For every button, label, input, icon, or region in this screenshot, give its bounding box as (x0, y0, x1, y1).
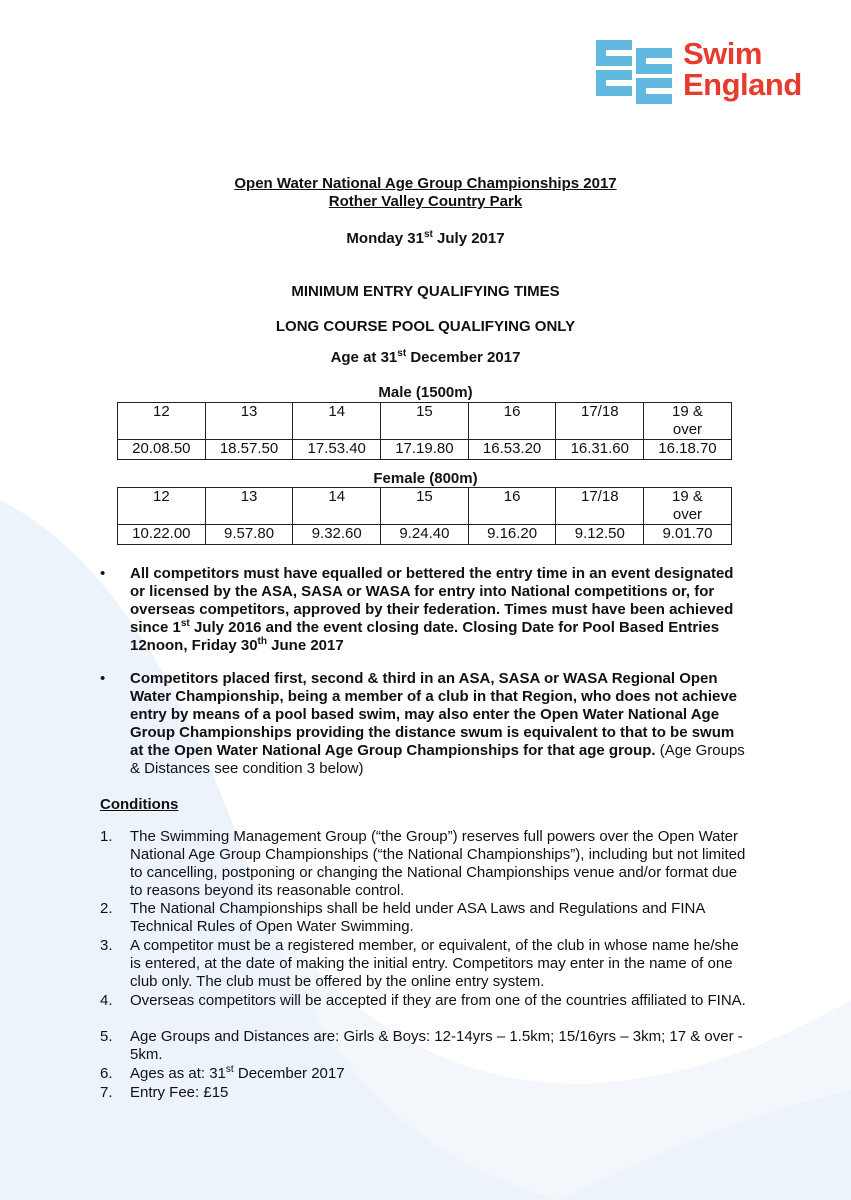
condition6-pre: Ages as at: 31 (130, 1065, 226, 1082)
male-time-cell: 16.31.60 (556, 440, 644, 460)
male-age-cell: 13 (205, 403, 293, 440)
female-age-19-line2: over (672, 506, 703, 523)
bullet1-sup1: st (180, 618, 190, 629)
male-age-cell: 17/18 (556, 403, 644, 440)
condition-number: 1. (100, 828, 113, 845)
condition-number: 4. (100, 992, 113, 1009)
bullet-pool-entry-text (130, 565, 750, 655)
condition6-post: December 2017 (233, 1065, 345, 1082)
event-title: Open Water National Age Group Championships 2017 (234, 175, 617, 192)
male-age-cell (644, 403, 732, 440)
condition-number: 7. (100, 1084, 113, 1101)
female-time-cell: 9.01.70 (644, 525, 732, 545)
male-age-cell: 14 (293, 403, 381, 440)
male-age-cell: 12 (118, 403, 206, 440)
male-table-caption: Male (1500m) (378, 384, 473, 401)
male-time-cell: 16.53.20 (468, 440, 556, 460)
condition-number: 2. (100, 900, 113, 917)
event-date-pre: Monday 31 (346, 230, 424, 247)
heading-age-date (0, 349, 851, 366)
bullet-regional-entry-text (130, 670, 750, 778)
female-age-cell: 16 (468, 488, 556, 525)
female-times-table (117, 487, 732, 545)
female-age-row (118, 488, 732, 525)
age-date-post: December 2017 (406, 349, 521, 366)
event-date-post: July 2017 (432, 230, 505, 247)
heading-long-course: LONG COURSE POOL QUALIFYING ONLY (275, 318, 576, 335)
heading-qualifying-times: MINIMUM ENTRY QUALIFYING TIMES (291, 283, 560, 300)
logo-word-england: England (683, 67, 802, 102)
bullet1-sup2: th (257, 636, 267, 647)
bullet-symbol: • (100, 565, 106, 582)
logo-wordmark (683, 38, 802, 100)
age-date-pre: Age at 31 (330, 349, 398, 366)
female-table-caption: Female (800m) (373, 470, 478, 487)
swim-england-logo-mark (594, 36, 674, 108)
female-time-cell: 9.57.80 (205, 525, 293, 545)
event-date-sup: st (423, 229, 433, 240)
bullet-symbol: • (100, 670, 106, 687)
male-age-19-line2: over (672, 421, 703, 438)
male-age-cell: 15 (381, 403, 469, 440)
condition-number: 6. (100, 1065, 113, 1082)
condition-text: The Swimming Management Group (“the Group”) reserves full powers over the Open Water National Age Group Championships (“the National Championships”), including but not limited to cancelling, postponing or changing the National Championships venue and/or format due to reasons beyond its reasonable control. (130, 828, 746, 899)
bullet2-normal: (Age Groups & Distances see condition 3 below) (130, 742, 745, 777)
swim-england-logo (594, 36, 826, 110)
male-times-table (117, 402, 732, 460)
condition-number: 3. (100, 937, 113, 954)
condition-text: Overseas competitors will be accepted if they are from one of the countries affiliated to FINA. (130, 992, 746, 1009)
conditions-heading: Conditions (100, 796, 179, 813)
condition-text: The National Championships shall be held under ASA Laws and Regulations and FINA Technical Rules of Open Water Swimming. (130, 900, 705, 935)
condition-text: Age Groups and Distances are: Girls & Boys: 12-14yrs – 1.5km; 15/16yrs – 3km; 17 & over - 5km. (130, 1028, 743, 1063)
logo-word-swim: Swim (683, 36, 762, 71)
event-date (0, 230, 851, 247)
male-time-cell: 18.57.50 (205, 440, 293, 460)
bullet1-part2: July 2016 and the event closing date. Closing Date for Pool Based Entries 12noon, Friday 30 (130, 619, 720, 654)
male-time-cell: 20.08.50 (118, 440, 206, 460)
male-time-cell: 16.18.70 (644, 440, 732, 460)
age-date-sup: st (397, 348, 407, 359)
male-age-19-line1: 19 & (672, 403, 703, 420)
female-age-cell: 15 (381, 488, 469, 525)
female-age-cell: 13 (205, 488, 293, 525)
bullet2-bold: Competitors placed first, second & third in an ASA, SASA or WASA Regional Open Water Championship, being a member of a club in that Region, who does not achieve entry by means of a pool based swim, may also enter the Open Water National Age Group Championships providing the distance swum is equivalent to that to be swum at the Open Water National Age Group Championships for that age group. (130, 670, 738, 759)
male-time-cell: 17.53.40 (293, 440, 381, 460)
female-time-cell: 9.24.40 (381, 525, 469, 545)
condition-text: A competitor must be a registered member, or equivalent, of the club in whose name he/she is entered, at the date of making the initial entry. Competitors may enter in the name of one club only. The club must be offered by the online entry system. (130, 937, 739, 990)
female-age-cell: 12 (118, 488, 206, 525)
female-age-cell: 17/18 (556, 488, 644, 525)
condition-number: 5. (100, 1028, 113, 1045)
event-venue: Rother Valley Country Park (328, 193, 523, 210)
male-time-cell: 17.19.80 (381, 440, 469, 460)
female-time-row (118, 525, 732, 545)
male-time-row (118, 440, 732, 460)
female-age-cell: 14 (293, 488, 381, 525)
female-age-cell (644, 488, 732, 525)
female-time-cell: 10.22.00 (118, 525, 206, 545)
bullet1-part3: June 2017 (267, 637, 344, 654)
condition-text (130, 1065, 750, 1083)
female-time-cell: 9.32.60 (293, 525, 381, 545)
female-time-cell: 9.16.20 (468, 525, 556, 545)
bullet1-part1: All competitors must have equalled or bettered the entry time in an event designated or licensed by the ASA, SASA or WASA for entry into National competitions or, for overseas competitors, approved by their federation. Times must have been achieved since 1 (130, 565, 734, 636)
female-time-cell: 9.12.50 (556, 525, 644, 545)
male-age-cell: 16 (468, 403, 556, 440)
male-age-row (118, 403, 732, 440)
condition-text: Entry Fee: £15 (130, 1084, 229, 1101)
condition6-sup: st (225, 1064, 234, 1075)
female-age-19-line1: 19 & (672, 488, 703, 505)
